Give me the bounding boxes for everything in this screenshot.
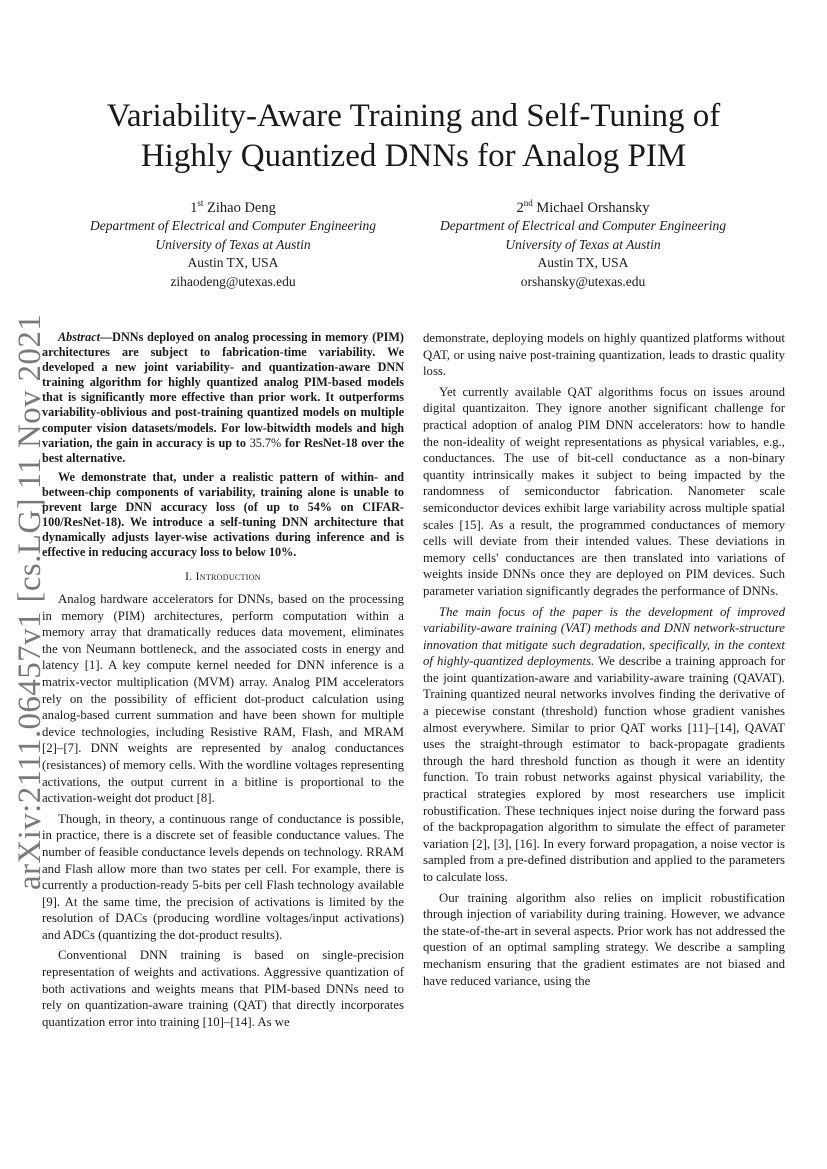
author-university: University of Texas at Austin: [155, 236, 311, 252]
author-block-1: [68, 194, 398, 291]
author-university: University of Texas at Austin: [505, 236, 661, 252]
author-department: Department of Electrical and Computer Engineering: [89, 218, 377, 234]
abstract-paragraph-1: Abstract—DNNs deployed on analog processing in memory (PIM) architectures are subject to fabrication-time variability. We developed a new joint variability- and quantization-aware DNN training algorithm for highly quantized analog PIM-based models that is significantly more effective than prior work. It outperforms variability-oblivious and post-training quantized models on multiple computer vision datasets/models. For low-bitwidth models and high variation, the gain in accuracy is up to 35.7% for ResNet-18 over the best alternative.: [42, 330, 404, 465]
main-focus-statement: The main focus of the paper is the development of improved variability-aware training (VAT) methods and DNN network-structure innovation that mitigate such degradation, specifically, in the context of highly-quantized deployments.: [423, 604, 785, 669]
intro-paragraph-3: Conventional DNN training is based on single-precision representation of weights and activations. Aggressive quantization of both activations and weights means that PIM-based DNNs need to rely on quantization-aware training (QAT) that directly incorporates quantization error into training [10]–[14]. As we: [42, 948, 404, 1029]
title-line-2: Highly Quantized DNNs for Analog PIM: [140, 138, 687, 174]
left-column: [42, 330, 404, 1034]
paper-title: [60, 96, 767, 176]
author-department: Department of Electrical and Computer Engineering: [439, 218, 727, 234]
intro-paragraph-1: Analog hardware accelerators for DNNs, based on the processing in memory (PIM) architectures, perform computation within a memory array that dramatically reduces data movement, eliminates the von Neumann bottleneck, and the associated costs in energy and latency [1]. A key compute kernel needed for DNN inference is a matrix-vector multiplication (MVM) array. Analog PIM accelerators rely on the possibility of efficient dot-product calculation using analog-based current summation and have been shown for multiple device technologies, including Resistive RAM, Flash, and MRAM [2]–[7]. DNN weights are represented by analog conductances (resistances) of memory cells. With the wordline voltages representing activations, the output current in a bitline is proportional to the activation-weight dot product [8].: [42, 592, 404, 806]
intro-paragraph-2: Though, in theory, a continuous range of conductance is possible, in practice, there is a discrete set of feasible conductance values. The number of feasible conductance levels depends on technology. RRAM and Flash allow more than two states per cell. For example, there is currently a production-ready 5-bits per cell Flash technology available [9]. At the same time, the precision of activations is limited by the resolution of DACs (producing wordline voltages/input activations) and ADCs (quantizing the dot-product results).: [42, 811, 404, 942]
arxiv-id-text: arXiv:2111.06457v1 [cs.LG] 11 Nov 2021: [12, 313, 48, 890]
author-city: Austin TX, USA: [537, 255, 629, 271]
intro-paragraph-5: The main focus of the paper is the development of improved variability-aware training (VAT) methods and DNN network-structure innovation that mitigate such degradation, specifically, in the context of highly-quantized deployments. We describe a training approach for the joint quantization-aware and variability-aware training (QAVAT). Training quantized neural networks involves finding the derivative of a piecewise constant (threshold) function whose gradient vanishes almost everywhere. Similar to prior QAT works [11]–[14], QAVAT uses the straight-through estimator to back-propagate gradients through the hard threshold function as though it were an identity function. To train robust networks against physical variability, the practical strategies explored by most researchers use implicit robustification. These techniques inject noise during the forward pass of the backpropagation algorithm to simulate the effect of parameter variation [2], [3], [16]. In every forward propagation, a noise vector is sampled from a pre-defined distribution and applied to the parameters to calculate loss.: [423, 604, 786, 884]
title-line-1: Variability-Aware Training and Self-Tuning of: [106, 98, 721, 134]
author-city: Austin TX, USA: [187, 255, 279, 271]
intro-paragraph-6: Our training algorithm also relies on implicit robustification through injection of variability during training. However, we advance the state-of-the-art in several aspects. Prior work has not addressed the question of an optimal sampling strategy. We describe a sampling mechanism ensuring that the gradient estimates are not biased and have reduced variance, using the: [423, 890, 785, 988]
author-name: 2nd Michael Orshansky: [516, 198, 650, 216]
section-heading-introduction: I. Introduction: [185, 571, 261, 584]
intro-paragraph-3-continued: demonstrate, deploying models on highly quantized platforms without QAT, or using naive post-training quantization, leads to drastic quality loss.: [423, 331, 785, 379]
abstract-label: Abstract: [58, 330, 100, 344]
author-name: 1st Zihao Deng: [190, 198, 276, 216]
author-block-2: [418, 194, 748, 291]
right-column: [423, 330, 785, 993]
author-email: orshansky@utexas.edu: [520, 273, 646, 289]
intro-paragraph-4: Yet currently available QAT algorithms focus on issues around digital quantizaiton. They ignore another significant challenge for practical adoption of analog PIM DNN accelerators: how to handle the non-ideality of weight representations as physical variables, e.g., conductances. The use of bit-cell conductance as a non-binary quantity intrinsically makes it subject to being impacted by the randomness of semiconductor fabrication. Nanometer scale semiconductor devices exhibit large variability across multiple spatial scales [15]. As a result, the programmed conductances of memory cells will deviate from their intended values. These deviations in memory cells' conductances are then translated into variations of weights inside DNNs once they are deployed on PIM devices. Such parameter variation significantly degrades the performance of DNNs.: [423, 384, 785, 598]
author-email: zihaodeng@utexas.edu: [170, 273, 296, 289]
abstract-paragraph-2: We demonstrate that, under a realistic pattern of within- and between-chip components of variability, training alone is unable to prevent large DNN accuracy loss (of up to 54% on CIFAR-100/ResNet-18). We introduce a self-tuning DNN architecture that dynamically adjusts layer-wise activations during inference and is effective in reducing accuracy loss to below 10%.: [42, 469, 404, 560]
